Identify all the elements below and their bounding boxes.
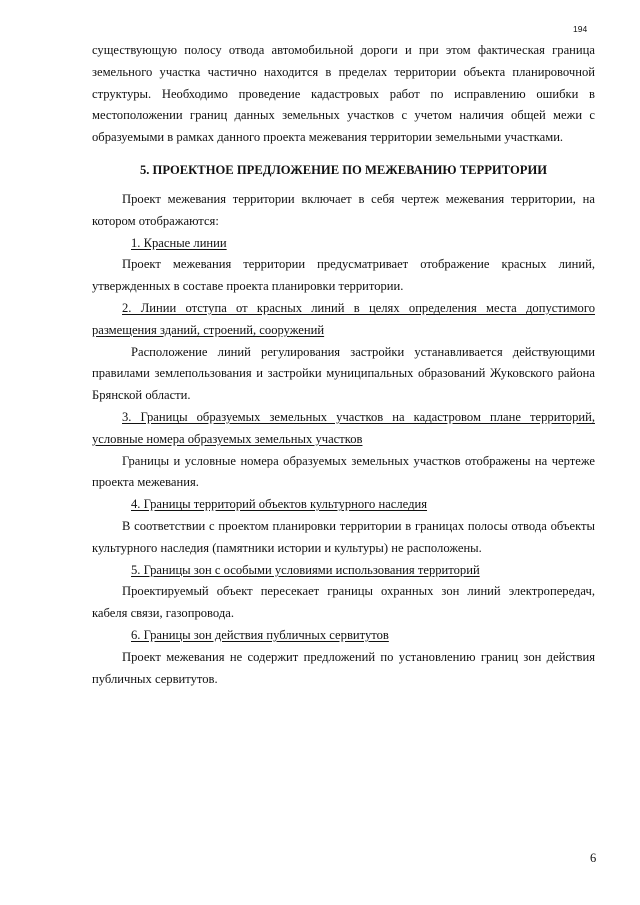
intro-paragraph: существующую полосу отвода автомобильной дороги и при этом фактическая граница земельного участка частично находится в пределах территории объекта планировочной структуры. Необходимо проведение кадастровых работ по исправлению ошибки в местоположении границ данных земельных участков с учетом наличия общей межи с образуемыми в рамках данного проекта межевания территории земельными участками. xyxy=(92,43,595,145)
item-4-text: В соответствии с проектом планировки территории в границах полосы отвода объекты культурного наследия (памятники истории и культуры) не расположены. xyxy=(92,518,595,555)
item-5-text: Проектируемый объект пересекает границы охранных зон линий электропередач, кабеля связи, газопровода. xyxy=(92,584,595,621)
item-6-heading: 6. Границы зон действия публичных сервитутов xyxy=(131,627,389,642)
item-5-heading: 5. Границы зон с особыми условиями использования территорий xyxy=(131,562,480,577)
top-page-number: 194 xyxy=(573,24,588,34)
section-intro: Проект межевания территории включает в себя чертеж межевания территории, на котором отображаются: xyxy=(92,191,595,228)
section-title: 5. ПРОЕКТНОЕ ПРЕДЛОЖЕНИЕ ПО МЕЖЕВАНИЮ ТЕРРИТОРИИ xyxy=(139,162,548,177)
item-2-heading: 2. Линии отступа от красных линий в целях определения места допустимого размещения зданий, строений, сооружений xyxy=(92,300,595,337)
item-2-text: Расположение линий регулирования застройки устанавливается действующими правилами землепользования и застройки муниципальных образований Жуковского района Брянской области. xyxy=(92,344,595,403)
item-1-heading: 1. Красные линии xyxy=(131,235,227,250)
bottom-page-number: 6 xyxy=(590,851,597,865)
item-3-text: Границы и условные номера образуемых земельных участков отображены на чертеже проекта межевания. xyxy=(92,453,595,490)
item-4-heading: 4. Границы территорий объектов культурного наследия xyxy=(131,497,428,512)
item-3-heading: 3. Границы образуемых земельных участков на кадастровом плане территорий, условные номера образуемых земельных участков xyxy=(92,409,595,446)
document-body xyxy=(92,40,595,690)
item-1-text: Проект межевания территории предусматривает отображение красных линий, утвержденных в составе проекта планировки территории. xyxy=(92,257,595,294)
item-6-text: Проект межевания не содержит предложений по установлению границ зон действия публичных сервитутов. xyxy=(92,649,595,686)
